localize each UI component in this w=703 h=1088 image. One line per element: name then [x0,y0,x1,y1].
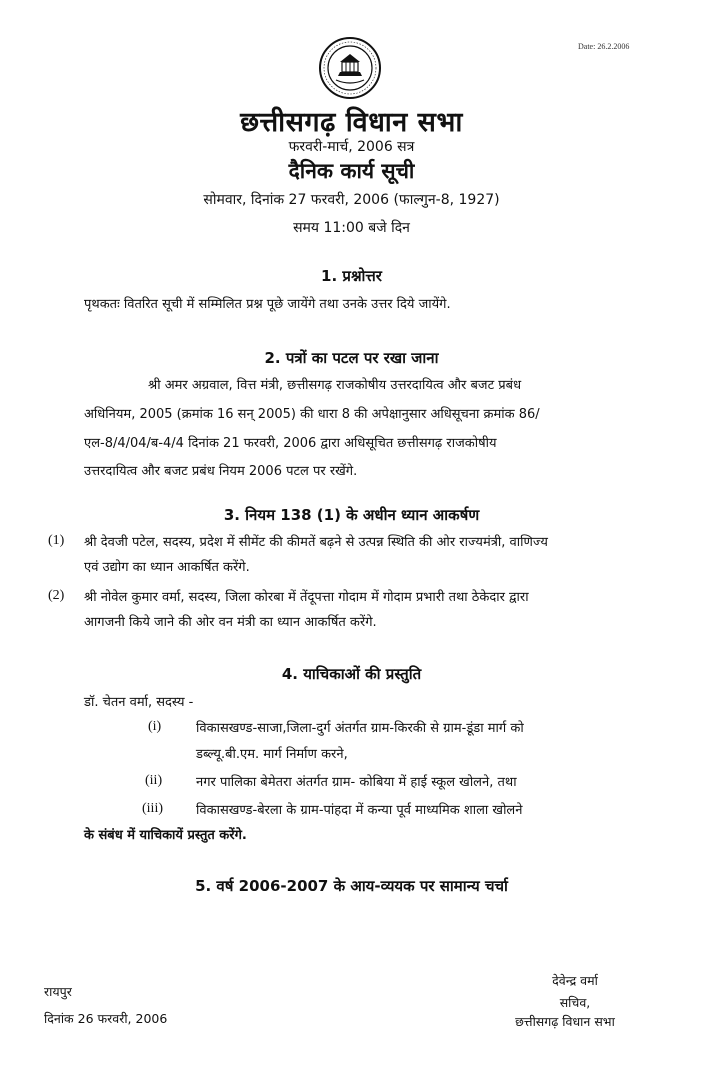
time-line: समय 11:00 बजे दिन [293,220,410,236]
section-2-line: उत्तरदायित्व और बजट प्रबंध नियम 2006 पटल पर रखेंगे. [84,464,358,479]
page-title: छत्तीसगढ़ विधान सभा [240,107,463,138]
section-2-heading: 2. पत्रों का पटल पर रखा जाना [264,349,439,367]
section-4-heading: 4. याचिकाओं की प्रस्तुति [281,665,422,683]
list-item: नगर पालिका बेमेतरा अंतर्गत ग्राम- कोबिया में हाई स्कूल खोलने, तथा [196,775,517,790]
section-2-line: एल-8/4/04/ब-4/4 दिनांक 21 फरवरी, 2006 द्वारा अधिसूचित छत्तीसगढ़ राजकोषीय [84,436,497,451]
footer-date: दिनांक 26 फरवरी, 2006 [44,1011,168,1026]
section-4-closing: के संबंध में याचिकायें प्रस्तुत करेंगे. [84,828,247,843]
section-2-line: अधिनियम, 2005 (क्रमांक 16 सन् 2005) की धारा 8 की अपेक्षानुसार अधिसूचना क्रमांक 86/ [84,407,540,422]
signatory-name: देवेन्द्र वर्मा [552,973,598,988]
section-2-line: श्री अमर अग्रवाल, वित्त मंत्री, छत्तीसगढ़ राजकोषीय उत्तरदायित्व और बजट प्रबंध [148,378,522,393]
list-item: आगजनी किये जाने की ओर वन मंत्री का ध्यान आकर्षित करेंगे. [84,615,377,630]
item-number: (ii) [145,773,163,788]
list-item: डब्ल्यू.बी.एम. मार्ग निर्माण करने, [196,747,348,762]
section-3-heading: 3. नियम 138 (1) के अधीन ध्यान आकर्षण [223,506,480,524]
list-item: एवं उद्योग का ध्यान आकर्षित करेंगे. [84,560,250,575]
list-item: श्री नोवेल कुमार वर्मा, सदस्य, जिला कोरबा में तेंदूपत्ता गोदाम में गोदाम प्रभारी तथा ठेकेदार द्वारा [84,590,529,605]
member-name: डॉ. चेतन वर्मा, सदस्य - [84,695,194,710]
signatory-title: सचिव, [559,995,591,1010]
item-number: (i) [148,719,162,734]
section-1-heading: 1. प्रश्नोत्तर [321,267,382,285]
list-item: विकासखण्ड-बेरला के ग्राम-पांहदा में कन्या पूर्व माध्यमिक शाला खोलने [196,803,523,818]
list-item: श्री देवजी पटेल, सदस्य, प्रदेश में सीमेंट की कीमतें बढ़ने से उत्पन्न स्थिति की ओर राज्यमंत्री, वाणिज्य [84,535,548,550]
agenda-title: दैनिक कार्य सूची [288,159,415,183]
session-label: फरवरी-मार्च, 2006 सत्र [288,139,415,155]
assembly-emblem-icon [318,36,382,100]
footer-place: रायपुर [44,984,72,999]
date-line: सोमवार, दिनांक 27 फरवरी, 2006 (फाल्गुन-8, 1927) [203,192,500,208]
item-number: (iii) [142,801,163,816]
item-number: (2) [48,588,65,603]
list-item: विकासखण्ड-साजा,जिला-दुर्ग अंतर्गत ग्राम-किरकी से ग्राम-डूंडा मार्ग को [196,721,524,736]
date-stamp: Date: 26.2.2006 [578,42,630,51]
item-number: (1) [48,533,65,548]
signatory-org: छत्तीसगढ़ विधान सभा [515,1014,615,1029]
section-5-heading: 5. वर्ष 2006-2007 के आय-व्ययक पर सामान्य चर्चा [195,877,508,895]
section-1-body: पृथकतः वितरित सूची में सम्मिलित प्रश्न पूछे जायेंगे तथा उनके उत्तर दिये जायेंगे. [84,297,451,312]
